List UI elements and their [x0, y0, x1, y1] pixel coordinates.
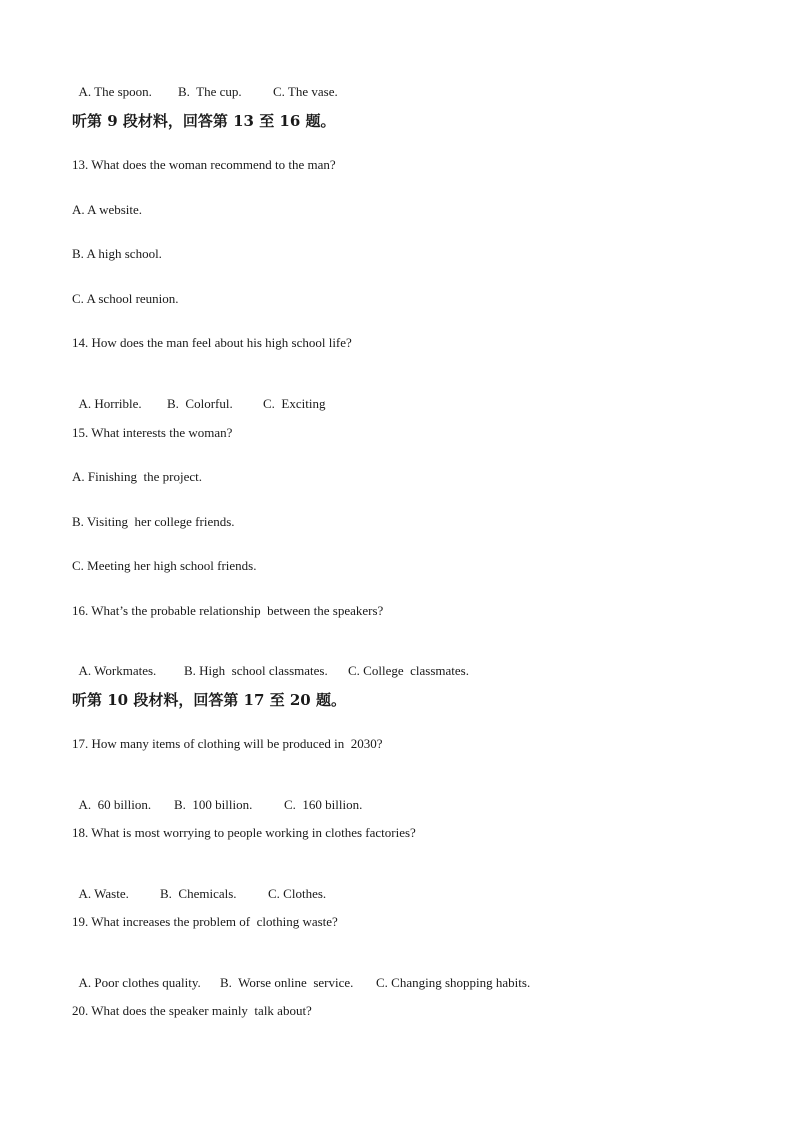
q15-option-b: B. Visiting her college friends.	[72, 514, 235, 529]
q19-option-c: C. Changing shopping habits.	[376, 975, 531, 990]
question-15: 15. What interests the woman?	[72, 425, 233, 440]
q14-option-a: A. Horrible.	[78, 396, 142, 411]
q17-option-a: A. 60 billion.	[78, 797, 152, 812]
q12-option-a: A. The spoon.	[78, 84, 152, 99]
question-17: 17. How many items of clothing will be produced in 2030?	[72, 736, 383, 751]
q16-option-c: C. College classmates.	[348, 663, 469, 678]
section-9-heading: 听第 9 段材料，回答第 13 至 16 题。	[72, 112, 336, 130]
question-19: 19. What increases the problem of clothing waste?	[72, 914, 338, 929]
q14-option-b: B. Colorful.	[167, 396, 233, 411]
q17-options	[72, 781, 363, 813]
q12-option-c: C. The vase.	[273, 84, 338, 99]
q16-option-a: A. Workmates.	[78, 663, 157, 678]
q17-option-c: C. 160 billion.	[284, 797, 363, 812]
q12-option-b: B. The cup.	[178, 84, 242, 99]
q18-options	[72, 870, 327, 902]
q19-option-b: B. Worse online service.	[220, 975, 354, 990]
q18-option-b: B. Chemicals.	[160, 886, 237, 901]
question-13: 13. What does the woman recommend to the man?	[72, 157, 336, 172]
q18-option-c: C. Clothes.	[268, 886, 327, 901]
q14-option-c: C. Exciting	[263, 396, 326, 411]
section-10-heading: 听第 10 段材料，回答第 17 至 20 题。	[72, 691, 346, 709]
q17-option-b: B. 100 billion.	[174, 797, 253, 812]
question-14: 14. How does the man feel about his high school life?	[72, 335, 352, 350]
q12-options	[72, 68, 338, 100]
question-20: 20. What does the speaker mainly talk about?	[72, 1003, 312, 1018]
q16-options	[72, 647, 469, 679]
q14-options	[72, 380, 326, 412]
q13-option-a: A. A website.	[72, 202, 143, 217]
q13-option-b: B. A high school.	[72, 246, 162, 261]
q19-options	[72, 959, 531, 991]
q15-option-c: C. Meeting her high school friends.	[72, 558, 257, 573]
q13-option-c: C. A school reunion.	[72, 291, 179, 306]
question-18: 18. What is most worrying to people working in clothes factories?	[72, 825, 416, 840]
question-16: 16. What’s the probable relationship between the speakers?	[72, 603, 384, 618]
q15-option-a: A. Finishing the project.	[72, 469, 202, 484]
q18-option-a: A. Waste.	[78, 886, 129, 901]
q16-option-b: B. High school classmates.	[184, 663, 328, 678]
q19-option-a: A. Poor clothes quality.	[78, 975, 201, 990]
